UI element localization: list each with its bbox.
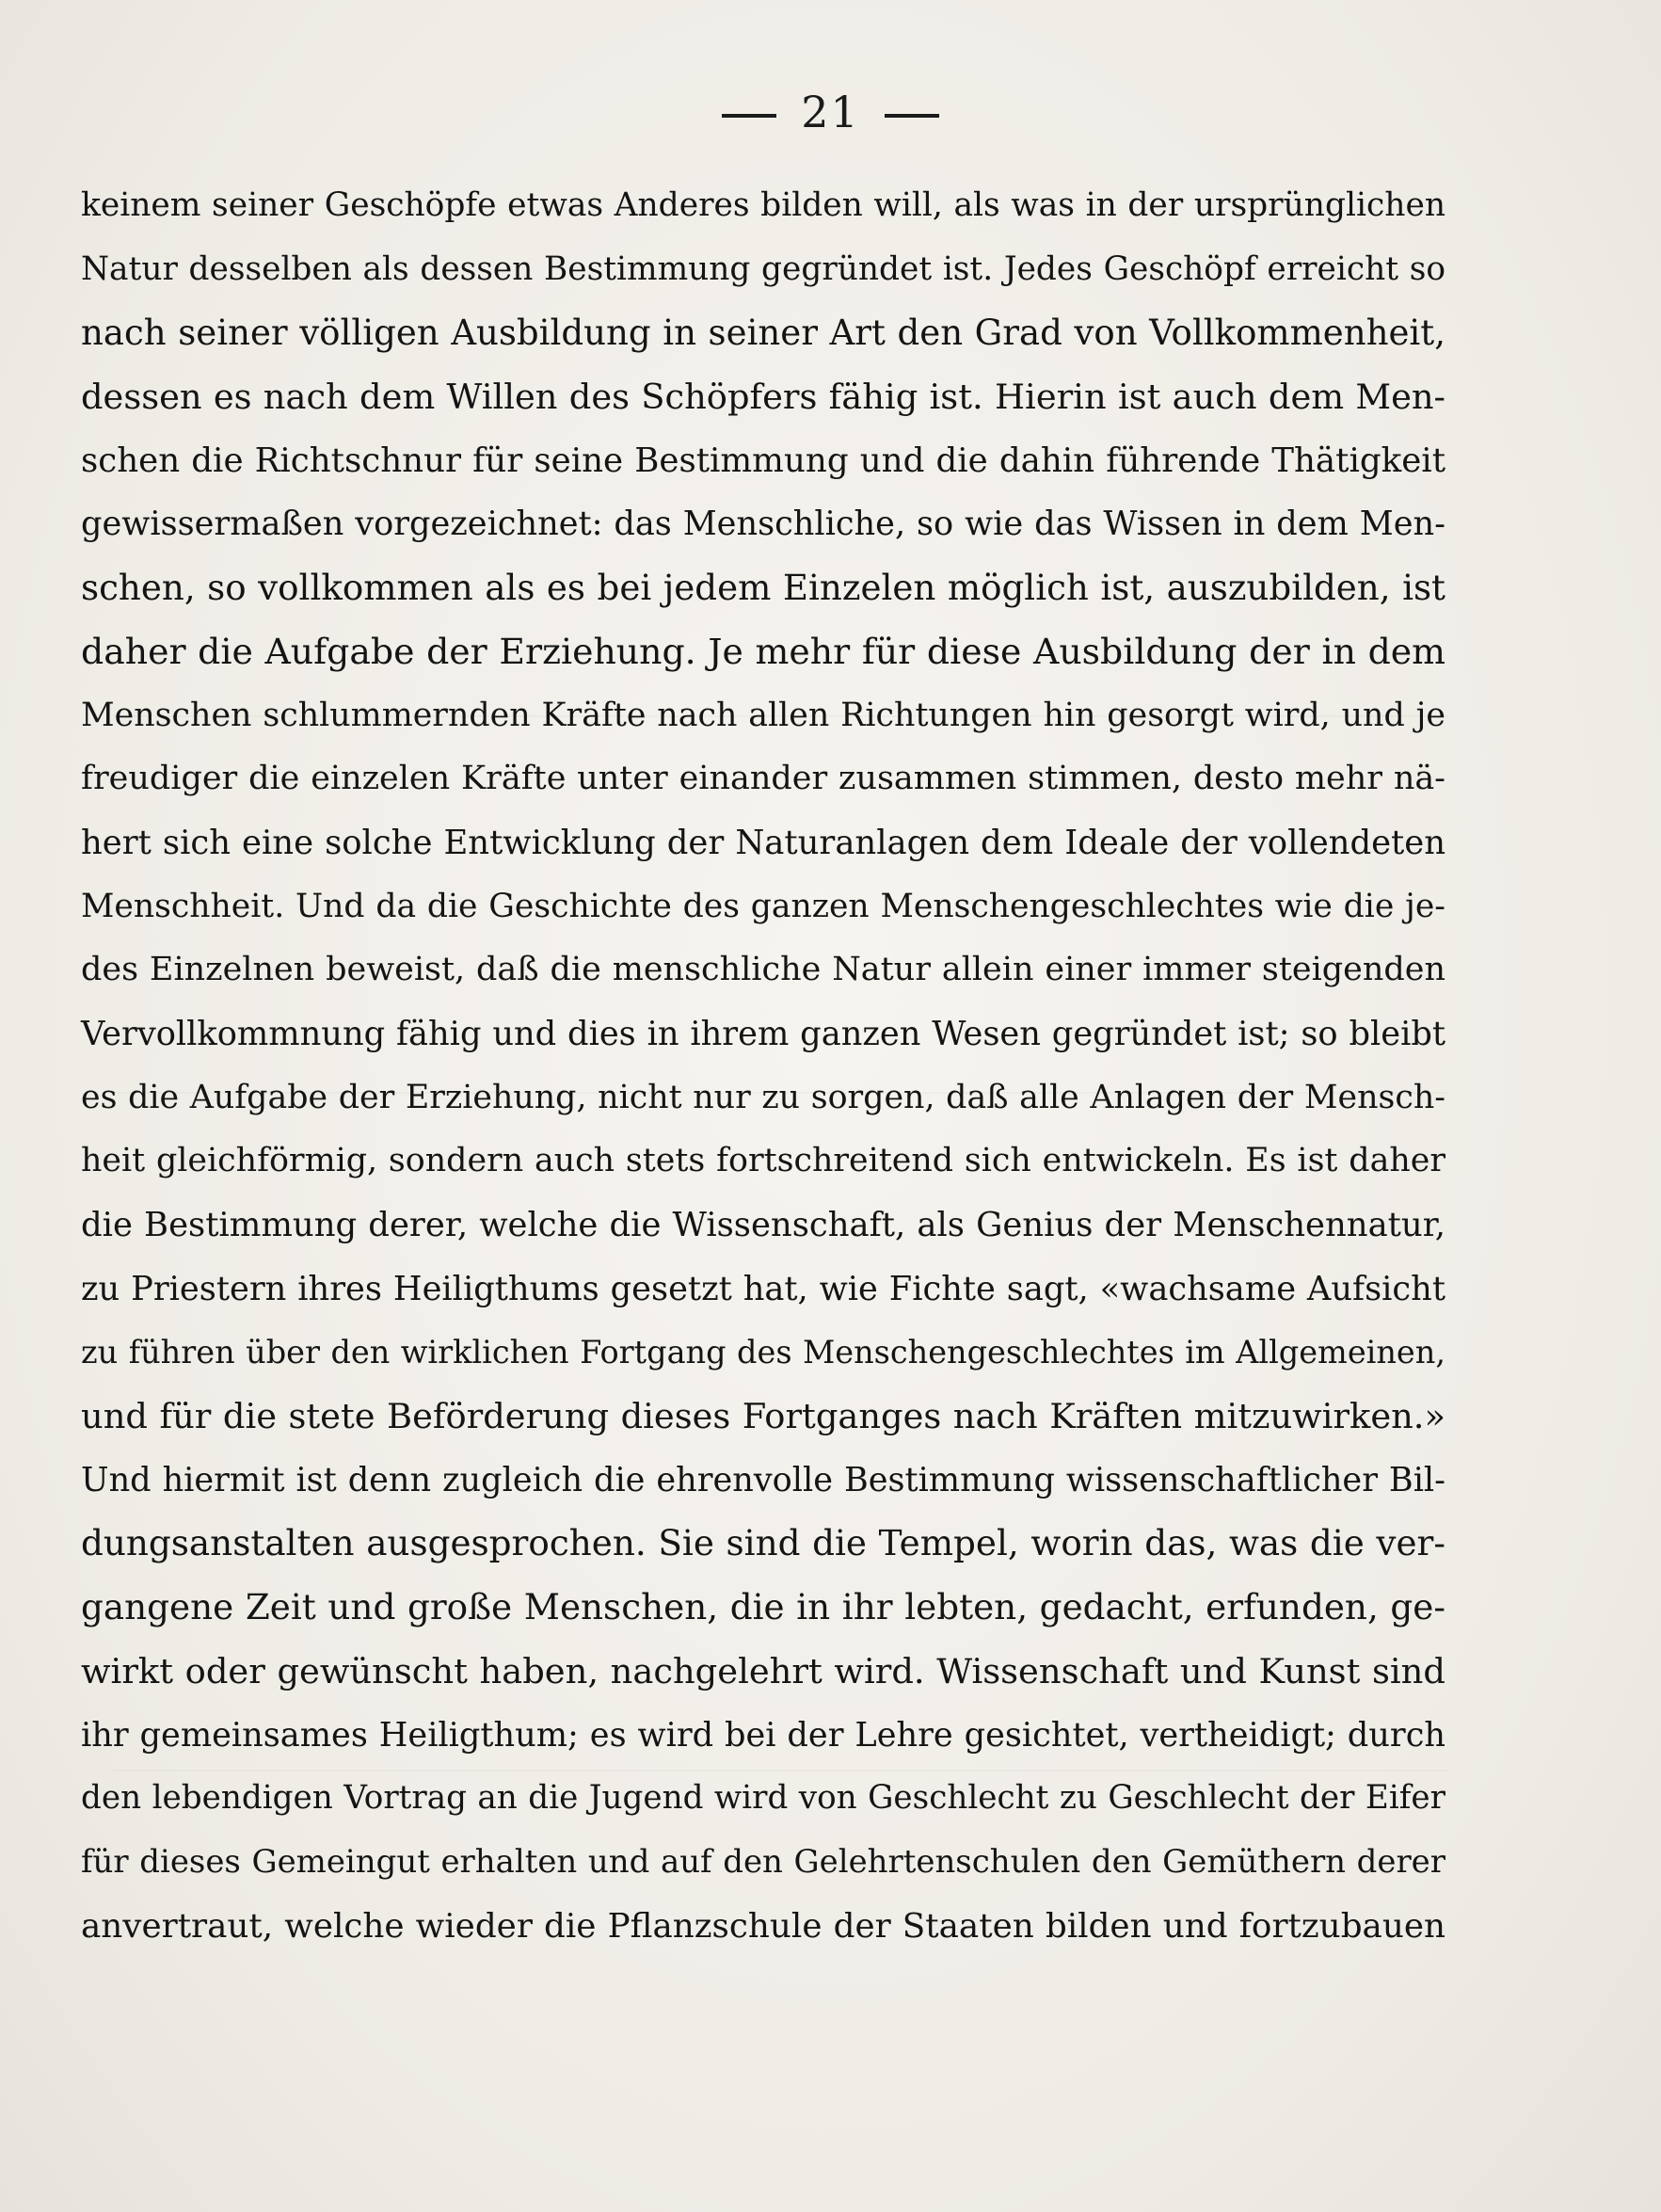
text-line: Menschheit. Und da die Geschichte des ganzen Menschengeschlechtes wie die je-	[81, 887, 1445, 925]
text-line: daher die Aufgabe der Erziehung. Je mehr für diese Ausbildung der in dem	[81, 630, 1445, 672]
text-line: hert sich eine solche Entwicklung der Naturanlagen dem Ideale der vollendeten	[81, 823, 1445, 862]
text-line: anvertraut, welche wieder die Pflanzschule der Staaten bilden und fortzubauen	[81, 1906, 1445, 1946]
text-line: keinem seiner Geschöpfe etwas Anderes bilden will, als was in der ursprünglichen	[81, 186, 1445, 224]
text-line: nach seiner völligen Ausbildung in seiner Art den Grad von Vollkommenheit,	[81, 313, 1445, 354]
text-line: Menschen schlummernden Kräfte nach allen Richtungen hin gesorgt wird, und je	[81, 696, 1445, 734]
text-line: und für die stete Beförderung dieses Fortganges nach Kräften mitzuwirken.»	[81, 1396, 1445, 1437]
text-line: dungsanstalten ausgesprochen. Sie sind die Tempel, worin das, was die ver-	[81, 1522, 1445, 1564]
page-header	[0, 87, 1661, 137]
text-line: es die Aufgabe der Erziehung, nicht nur zu sorgen, daß alle Anlagen der Mensch-	[81, 1078, 1445, 1116]
text-line: dessen es nach dem Willen des Schöpfers fähig ist. Hierin ist auch dem Men-	[81, 377, 1445, 418]
text-line: für dieses Gemeingut erhalten und auf den Gelehrtenschulen den Gemüthern derer	[81, 1842, 1445, 1881]
text-line: Natur desselben als dessen Bestimmung gegründet ist. Jedes Geschöpf erreicht so	[81, 249, 1445, 288]
text-line: heit gleichförmig, sondern auch stets fortschreitend sich entwickeln. Es ist daher	[81, 1142, 1445, 1180]
text-line: Und hiermit ist denn zugleich die ehrenvolle Bestimmung wissenschaftlicher Bil-	[81, 1460, 1445, 1499]
header-dash-left	[722, 114, 776, 118]
text-line: zu führen über den wirklichen Fortgang des Menschengeschlechtes im Allgemeinen,	[81, 1334, 1445, 1371]
header-dash-right	[885, 114, 939, 118]
text-line: zu Priestern ihres Heiligthums gesetzt hat, wie Fichte sagt, «wachsame Aufsicht	[81, 1269, 1445, 1308]
text-line: gangene Zeit und große Menschen, die in ihr lebten, gedacht, erfunden, ge-	[81, 1586, 1445, 1628]
text-line: wirkt oder gewünscht haben, nachgelehrt wird. Wissenschaft und Kunst sind	[81, 1650, 1445, 1691]
text-line: schen die Richtschnur für seine Bestimmung und die dahin führende Thätigkeit	[81, 441, 1445, 480]
text-line: ihr gemeinsames Heiligthum; es wird bei der Lehre gesichtet, vertheidigt; durch	[81, 1715, 1445, 1755]
text-line: Vervollkommnung fähig und dies in ihrem ganzen Wesen gegründet ist; so bleibt	[81, 1014, 1445, 1053]
page-number: 21	[801, 87, 860, 137]
body-text	[81, 174, 1445, 1958]
text-line: die Bestimmung derer, welche die Wissenschaft, als Genius der Menschennatur,	[81, 1206, 1445, 1244]
text-line: schen, so vollkommen als es bei jedem Einzelen möglich ist, auszubilden, ist	[81, 567, 1445, 609]
text-line: des Einzelnen beweist, daß die menschliche Natur allein einer immer steigenden	[81, 951, 1445, 989]
text-line: freudiger die einzelen Kräfte unter einander zusammen stimmen, desto mehr nä-	[81, 760, 1445, 798]
text-line: gewissermaßen vorgezeichnet: das Menschliche, so wie das Wissen in dem Men-	[81, 505, 1445, 544]
text-line: den lebendigen Vortrag an die Jugend wird von Geschlecht zu Geschlecht der Eifer	[81, 1779, 1445, 1818]
